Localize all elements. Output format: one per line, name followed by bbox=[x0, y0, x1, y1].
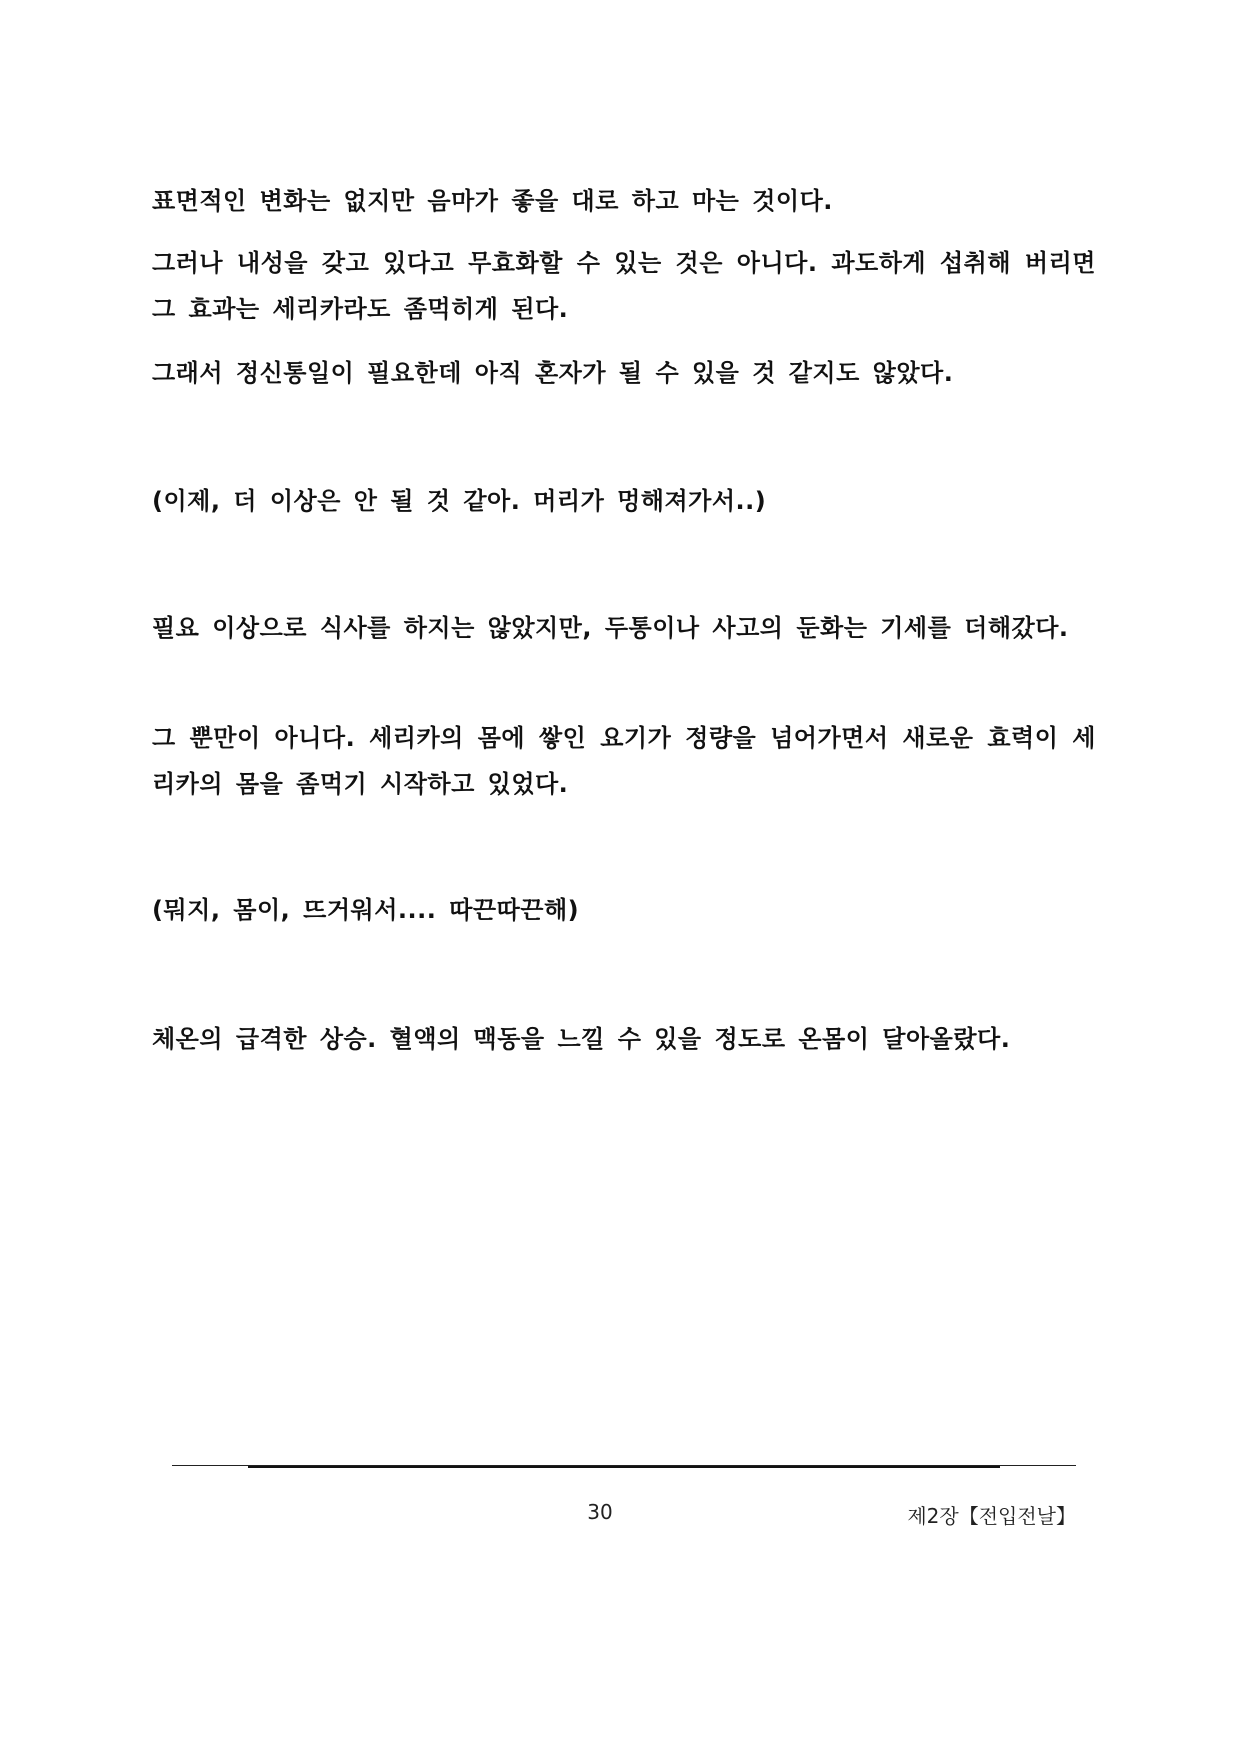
paragraph-3: 그래서 정신통일이 필요한데 아직 혼자가 될 수 있을 것 같지도 않았다. bbox=[152, 359, 954, 387]
paragraph-7-inner-thought: (뭐지, 몸이, 뜨거워서.... 따끈따끈해) bbox=[152, 896, 580, 924]
paragraph-4-inner-thought: (이제, 더 이상은 안 될 것 같아. 머리가 멍해져가서..) bbox=[152, 487, 767, 515]
page-number: 30 bbox=[587, 1500, 613, 1524]
paragraph-1: 표면적인 변화는 없지만 음마가 좋을 대로 하고 마는 것이다. bbox=[152, 187, 833, 215]
paragraph-2: 그러나 내성을 갖고 있다고 무효화할 수 있는 것은 아니다. 과도하게 섭취해 버리면 그 효과는 세리카라도 좀먹히게 된다. bbox=[152, 249, 1096, 323]
chapter-label: 제2장【전입전날】 bbox=[907, 1504, 1076, 1528]
paragraph-6: 그 뿐만이 아니다. 세리카의 몸에 쌓인 요기가 정량을 넘어가면서 새로운 효력이 세리카의 몸을 좀먹기 시작하고 있었다. bbox=[152, 724, 1096, 798]
footer-rule-thick bbox=[248, 1466, 1000, 1468]
paragraph-5: 필요 이상으로 식사를 하지는 않았지만, 두통이나 사고의 둔화는 기세를 더해갔다. bbox=[152, 614, 1069, 642]
paragraph-8: 체온의 급격한 상승. 혈액의 맥동을 느낄 수 있을 정도로 온몸이 달아올랐다. bbox=[152, 1025, 1011, 1053]
